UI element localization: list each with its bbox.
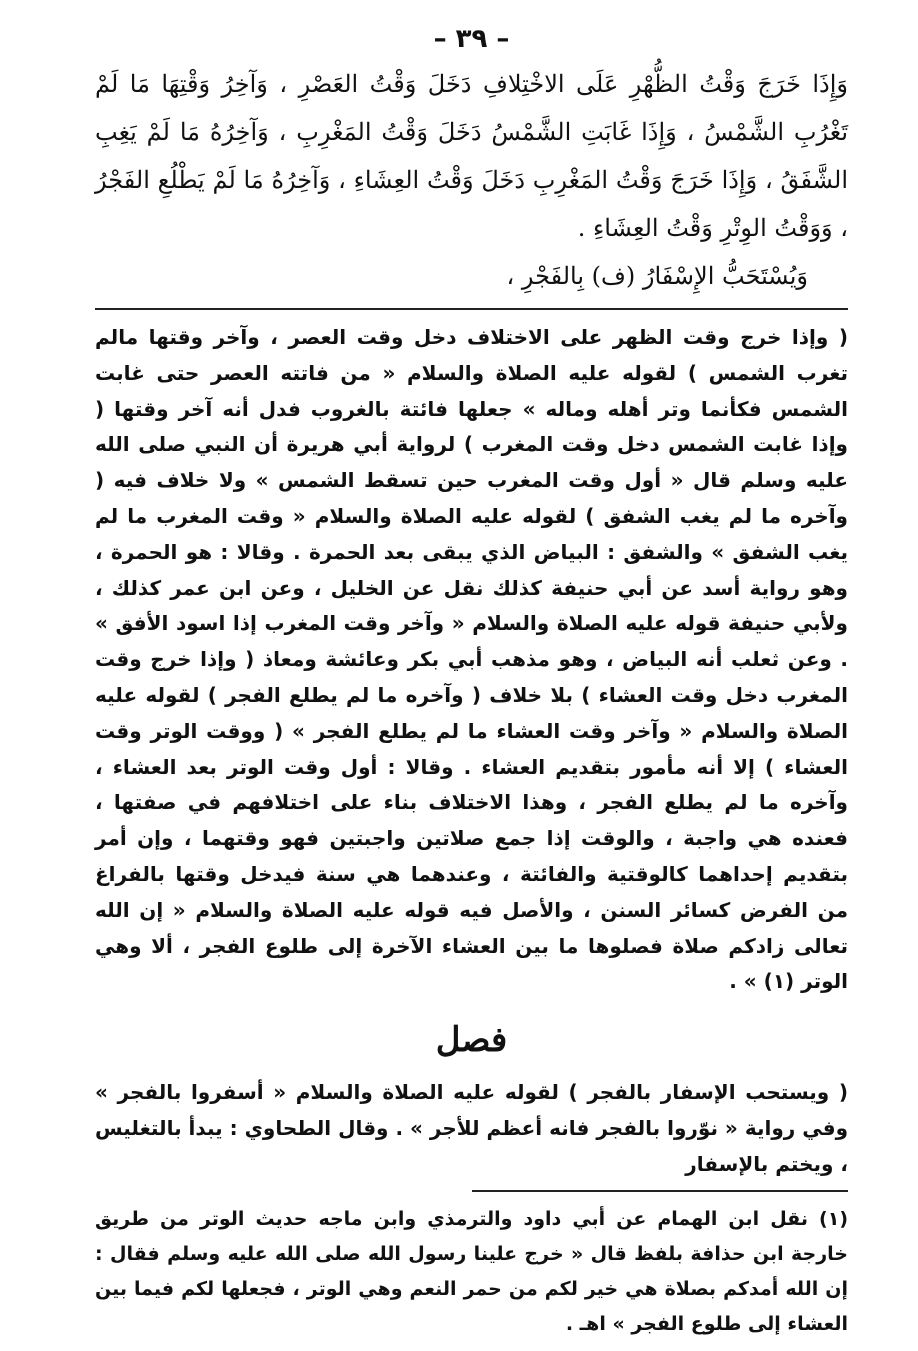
matn-last-line: وَيُسْتَحَبُّ الإِسْفَارُ (ف) بِالفَجْرِ ، — [506, 262, 808, 290]
divider-rule — [95, 308, 848, 310]
matn-main: وَإِذَا خَرَجَ وَقْتُ الظُّهْرِ عَلَى الاخْتِلافِ دَخَلَ وَقْتُ العَصْرِ ، وَآخِرُ وَقْتِهَا مَا لَمْ تَغْرُبِ الشَّمْسُ ، وَإِذَا غَابَتِ الشَّمْسُ دَخَلَ وَقْتُ المَغْرِبِ ، وَآخِرُهُ مَا لَمْ يَغِبِ الشَّفَقُ ، وَإِذَا خَرَجَ وَقْتُ المَغْرِبِ دَخَلَ وَقْتُ العِشَاءِ ، وَآخِرُهُ مَا لَمْ يَطْلُعِ الفَجْرُ ، وَوَقْتُ الوِتْرِ وَقْتُ العِشَاءِ . — [95, 70, 848, 242]
page-number: – ٣٩ – — [433, 24, 510, 54]
matn-text — [95, 60, 848, 300]
footnote: (١) نقل ابن الهمام عن أبي داود والترمذي وابن ماجه حديث الوتر من طريق خارجة ابن حذافة بلفظ قال « خرج علينا رسول الله صلى الله عليه وسلم فقال : إن الله أمدكم بصلاة هي خير لكم من حمر النعم وهي الوتر ، فجعلها لكم فيما بين العشاء إلى طلوع الفجر » اهـ . — [95, 1208, 848, 1336]
section-heading: فصل — [435, 1020, 508, 1061]
commentary-text: ( وإذا خرج وقت الظهر على الاختلاف دخل وقت العصر ، وآخر وقتها مالم تغرب الشمس ) لقوله عليه الصلاة والسلام « من فاتته العصر حتى غابت الشمس فكأنما وتر أهله وماله » جعلها فائتة بالغروب فدل أنه آخر وقتها ( وإذا غابت الشمس دخل وقت المغرب ) لرواية أبي هريرة أن النبي صلى الله عليه وسلم قال « أول وقت المغرب حين تسقط الشمس » ولا خلاف فيه ( وآخره ما لم يغب الشفق ) لقوله عليه الصلاة والسلام « وقت المغرب ما لم يغب الشفق » والشفق : البياض الذي يبقى بعد الحمرة . وقالا : هو الحمرة ، وهو رواية أسد عن أبي حنيفة كذلك نقل عن الخليل ، وعن ابن عمر كذلك ، ولأبي حنيفة قوله عليه الصلاة والسلام « وآخر وقت المغرب إذا اسود الأفق » . وعن ثعلب أنه البياض ، وهو مذهب أبي بكر وعائشة ومعاذ ( وإذا خرج وقت المغرب دخل وقت العشاء ) بلا خلاف ( وآخره ما لم يطلع الفجر ) لقوله عليه الصلاة والسلام « وآخر وقت العشاء ما لم يطلع الفجر » ( ووقت الوتر وقت العشاء ) إلا أنه مأمور بتقديم العشاء . وقالا : أول وقت الوتر بعد العشاء ، وآخره ما لم يطلع الفجر ، وهذا الاختلاف بناء على اختلافهم في صفتها ، فعنده هي واجبة ، والوقت إذا جمع صلاتين واجبتين فهو وقتهما ، وإن أمر بتقديم إحداهما كالوقتية والفائتة ، وعندهما هي سنة فيدخل وقتها بالفراغ من الفرض كسائر السنن ، والأصل فيه قوله عليه الصلاة والسلام « إن الله تعالى زادكم صلاة فصلوها ما بين العشاء الآخرة إلى طلوع الفجر ، ألا وهي الوتر (١) » . — [95, 325, 848, 994]
footnote-rule — [472, 1190, 849, 1192]
commentary-continued: ( ويستحب الإسفار بالفجر ) لقوله عليه الصلاة والسلام « أسفروا بالفجر » وفي رواية « نوّروا بالفجر فانه أعظم للأجر » . وقال الطحاوي : يبدأ بالتغليس ، ويختم بالإسفار — [95, 1080, 848, 1177]
